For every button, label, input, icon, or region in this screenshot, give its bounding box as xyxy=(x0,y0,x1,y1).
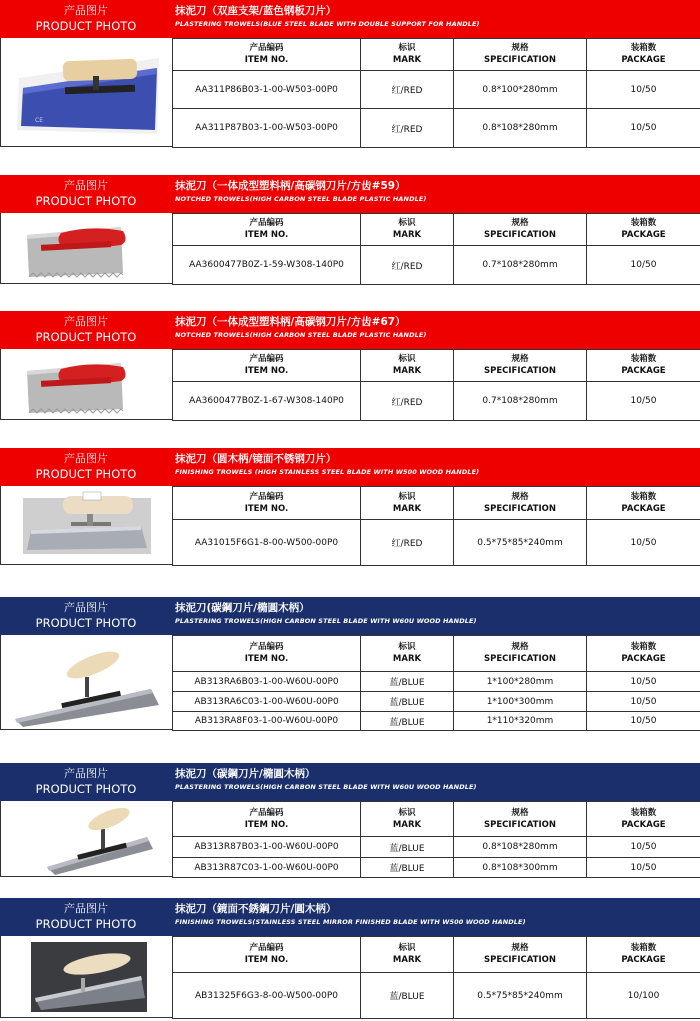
table-header-row xyxy=(173,350,700,382)
mark-header: 标识 MARK xyxy=(361,350,454,382)
item-header: 产品编码 ITEM NO. xyxy=(173,350,361,382)
spec-cell: 1*100*280mm xyxy=(454,672,587,692)
finishing-trowel-wood-handle-icon xyxy=(1,486,172,564)
package-cell: 10/50 xyxy=(587,520,700,566)
table-header-row xyxy=(173,487,700,520)
section-title-en: FINISHING TROWELS(STAINLESS STEEL MIRROR FINISHED BLADE WITH W500 WOOD HANDLE) xyxy=(175,918,526,926)
section-title-en: NOTCHED TROWELS(HIGH CARBON STEEL BLADE PLASTIC HANDLE) xyxy=(175,195,427,203)
product-photo xyxy=(0,349,172,420)
spec-header: 规格 SPECIFICATION xyxy=(454,636,587,672)
spec-cell: 0.8*108*280mm xyxy=(454,109,587,148)
spec-cell: 1*100*300mm xyxy=(454,692,587,712)
package-cell: 10/50 xyxy=(587,382,700,421)
spec-cell: 0.7*108*280mm xyxy=(454,382,587,421)
photo-header-en: PRODUCT PHOTO xyxy=(35,194,137,208)
item-header: 产品编码 ITEM NO. xyxy=(173,636,361,672)
mark-cell: 红/RED xyxy=(361,71,454,109)
item-no-cell: AB313RA6B03-1-00-W60U-00P0 xyxy=(173,672,361,692)
spec-table xyxy=(172,38,700,148)
spec-cell: 0.8*100*280mm xyxy=(454,71,587,109)
item-header: 产品编码 ITEM NO. xyxy=(173,39,361,71)
photo-header-cn: 产品图片 xyxy=(64,767,108,780)
table-row xyxy=(173,858,700,878)
spec-table xyxy=(172,635,700,731)
mark-cell: 蓝/BLUE xyxy=(361,692,454,712)
photo-column-header xyxy=(0,448,172,486)
plastering-trowel-oval-wood-handle-icon xyxy=(1,801,172,876)
product-photo xyxy=(0,936,172,1018)
photo-column-header xyxy=(0,597,172,635)
item-header: 产品编码 ITEM NO. xyxy=(173,802,361,837)
mark-cell: 蓝/BLUE xyxy=(361,837,454,858)
package-header: 装箱数 PACKAGE xyxy=(587,636,700,672)
table-row xyxy=(173,973,700,1019)
section-title-en: PLASTERING TROWELS(HIGH CARBON STEEL BLADE WITH W60U WOOD HANDLE) xyxy=(175,617,477,625)
table-row xyxy=(173,712,700,731)
table-row xyxy=(173,672,700,692)
item-header: 产品编码 ITEM NO. xyxy=(173,487,361,520)
photo-header-cn: 产品图片 xyxy=(64,4,108,17)
item-no-cell: AA31015F6G1-8-00-W500-00P0 xyxy=(173,520,361,566)
section-title-cn: 抹泥刀（碳鋼刀片/橢圓木柄） xyxy=(175,768,316,780)
photo-column-header xyxy=(0,898,172,936)
mark-header: 标识 MARK xyxy=(361,937,454,973)
package-header: 装箱数 PACKAGE xyxy=(587,214,700,246)
photo-header-cn: 产品图片 xyxy=(64,601,108,614)
section-title-cn: 抹泥刀（鏡面不銹鋼刀片/圓木柄） xyxy=(175,903,337,915)
photo-header-en: PRODUCT PHOTO xyxy=(35,782,137,796)
table-header-row xyxy=(173,802,700,837)
section-title-cn: 抹泥刀（一体成型塑料柄/高碳钢刀片/方齿#67） xyxy=(175,316,406,328)
section-title xyxy=(173,448,700,486)
mark-header: 标识 MARK xyxy=(361,214,454,246)
photo-header-en: PRODUCT PHOTO xyxy=(35,616,137,630)
product-photo xyxy=(0,213,172,284)
package-cell: 10/50 xyxy=(587,837,700,858)
item-no-cell: AA311P86B03-1-00-W503-00P0 xyxy=(173,71,361,109)
section-title xyxy=(173,597,700,635)
photo-header-cn: 产品图片 xyxy=(64,452,108,465)
mark-header: 标识 MARK xyxy=(361,802,454,837)
spec-cell: 0.7*108*280mm xyxy=(454,246,587,285)
section-title-cn: 抹泥刀（圆木柄/镜面不锈钢刀片） xyxy=(175,453,337,465)
photo-column-header xyxy=(0,0,172,38)
item-header: 产品编码 ITEM NO. xyxy=(173,937,361,973)
spec-cell: 0.5*75*85*240mm xyxy=(454,520,587,566)
section-title-en: FINISHING TROWELS (HIGH STAINLESS STEEL BLADE WITH W500 WOOD HANDLE) xyxy=(175,468,480,476)
photo-column-header xyxy=(0,175,172,213)
table-header-row xyxy=(173,937,700,973)
package-header: 装箱数 PACKAGE xyxy=(587,39,700,71)
mark-header: 标识 MARK xyxy=(361,39,454,71)
photo-column-header xyxy=(0,763,172,801)
product-photo xyxy=(0,801,172,877)
package-header: 装箱数 PACKAGE xyxy=(587,802,700,837)
item-no-cell: AA3600477B0Z-1-67-W308-140P0 xyxy=(173,382,361,421)
notched-trowel-red-handle-icon xyxy=(1,213,172,283)
photo-header-cn: 产品图片 xyxy=(64,315,108,328)
section-title xyxy=(173,311,700,349)
item-no-cell: AB313RA6C03-1-00-W60U-00P0 xyxy=(173,692,361,712)
package-header: 装箱数 PACKAGE xyxy=(587,937,700,973)
spec-table xyxy=(172,801,700,878)
section-title xyxy=(173,898,700,936)
package-cell: 10/50 xyxy=(587,246,700,285)
item-no-cell: AB31325F6G3-8-00-W500-00P0 xyxy=(173,973,361,1019)
svg-text:CE: CE xyxy=(35,117,43,124)
item-header: 产品编码 ITEM NO. xyxy=(173,214,361,246)
package-cell: 10/50 xyxy=(587,858,700,878)
table-header-row xyxy=(173,214,700,246)
spec-cell: 0.8*108*300mm xyxy=(454,858,587,878)
table-row xyxy=(173,71,700,109)
spec-header: 规格 SPECIFICATION xyxy=(454,937,587,973)
mark-cell: 蓝/BLUE xyxy=(361,672,454,692)
section-title-cn: 抹泥刀（双座支架/蓝色钢板刀片） xyxy=(175,5,337,17)
photo-header-en: PRODUCT PHOTO xyxy=(35,917,137,931)
item-no-cell: AB313RA8F03-1-00-W60U-00P0 xyxy=(173,712,361,731)
product-photo xyxy=(0,486,172,565)
spec-header: 规格 SPECIFICATION xyxy=(454,214,587,246)
mark-cell: 蓝/BLUE xyxy=(361,712,454,731)
plastering-trowel-blue-blade-icon xyxy=(1,38,172,146)
mark-cell: 红/RED xyxy=(361,520,454,566)
mark-cell: 蓝/BLUE xyxy=(361,973,454,1019)
spec-header: 规格 SPECIFICATION xyxy=(454,350,587,382)
spec-cell: 0.8*108*280mm xyxy=(454,837,587,858)
product-photo xyxy=(0,635,172,730)
section-title-cn: 抹泥刀(碳鋼刀片/橢圓木柄） xyxy=(175,602,310,614)
package-cell: 10/50 xyxy=(587,71,700,109)
spec-header: 规格 SPECIFICATION xyxy=(454,487,587,520)
package-header: 装箱数 PACKAGE xyxy=(587,487,700,520)
mark-header: 标识 MARK xyxy=(361,636,454,672)
photo-header-en: PRODUCT PHOTO xyxy=(35,330,137,344)
section-title-en: NOTCHED TROWELS(HIGH CARBON STEEL BLADE PLASTIC HANDLE) xyxy=(175,331,427,339)
mark-cell: 红/RED xyxy=(361,109,454,148)
photo-header-cn: 产品图片 xyxy=(64,902,108,915)
plastering-trowel-oval-wood-handle-icon xyxy=(1,635,172,729)
section-title xyxy=(173,763,700,801)
item-no-cell: AA3600477B0Z-1-59-W308-140P0 xyxy=(173,246,361,285)
package-header: 装箱数 PACKAGE xyxy=(587,350,700,382)
section-title-en: PLASTERING TROWELS(HIGH CARBON STEEL BLADE WITH W60U WOOD HANDLE) xyxy=(175,783,477,791)
spec-header: 规格 SPECIFICATION xyxy=(454,802,587,837)
table-row xyxy=(173,692,700,712)
spec-header: 规格 SPECIFICATION xyxy=(454,39,587,71)
spec-cell: 1*110*320mm xyxy=(454,712,587,731)
package-cell: 10/100 xyxy=(587,973,700,1019)
table-header-row xyxy=(173,636,700,672)
photo-column-header xyxy=(0,311,172,349)
notched-trowel-red-handle-icon xyxy=(1,349,172,419)
section-title xyxy=(173,175,700,213)
package-cell: 10/50 xyxy=(587,109,700,148)
package-cell: 10/50 xyxy=(587,712,700,731)
mark-cell: 蓝/BLUE xyxy=(361,858,454,878)
mark-header: 标识 MARK xyxy=(361,487,454,520)
table-row xyxy=(173,520,700,566)
section-title-en: PLASTERING TROWELS(BLUE STEEL BLADE WITH DOUBLE SUPPORT FOR HANDLE) xyxy=(175,20,480,28)
photo-header-en: PRODUCT PHOTO xyxy=(35,19,137,33)
table-row xyxy=(173,109,700,148)
table-row xyxy=(173,382,700,421)
mark-cell: 红/RED xyxy=(361,246,454,285)
item-no-cell: AB313R87C03-1-00-W60U-00P0 xyxy=(173,858,361,878)
photo-header-en: PRODUCT PHOTO xyxy=(35,467,137,481)
section-title xyxy=(173,0,700,38)
table-row xyxy=(173,837,700,858)
spec-table xyxy=(172,936,700,1019)
package-cell: 10/50 xyxy=(587,672,700,692)
table-row xyxy=(173,246,700,285)
mark-cell: 红/RED xyxy=(361,382,454,421)
finishing-trowel-mirror-blade-icon xyxy=(1,936,172,1017)
table-header-row xyxy=(173,39,700,71)
spec-table xyxy=(172,349,700,421)
section-title-cn: 抹泥刀（一体成型塑料柄/高碳钢刀片/方齿#59） xyxy=(175,180,406,192)
photo-header-cn: 产品图片 xyxy=(64,179,108,192)
spec-table xyxy=(172,213,700,285)
item-no-cell: AB313R87B03-1-00-W60U-00P0 xyxy=(173,837,361,858)
item-no-cell: AA311P87B03-1-00-W503-00P0 xyxy=(173,109,361,148)
spec-cell: 0.5*75*85*240mm xyxy=(454,973,587,1019)
spec-table xyxy=(172,486,700,566)
product-photo xyxy=(0,38,172,147)
package-cell: 10/50 xyxy=(587,692,700,712)
